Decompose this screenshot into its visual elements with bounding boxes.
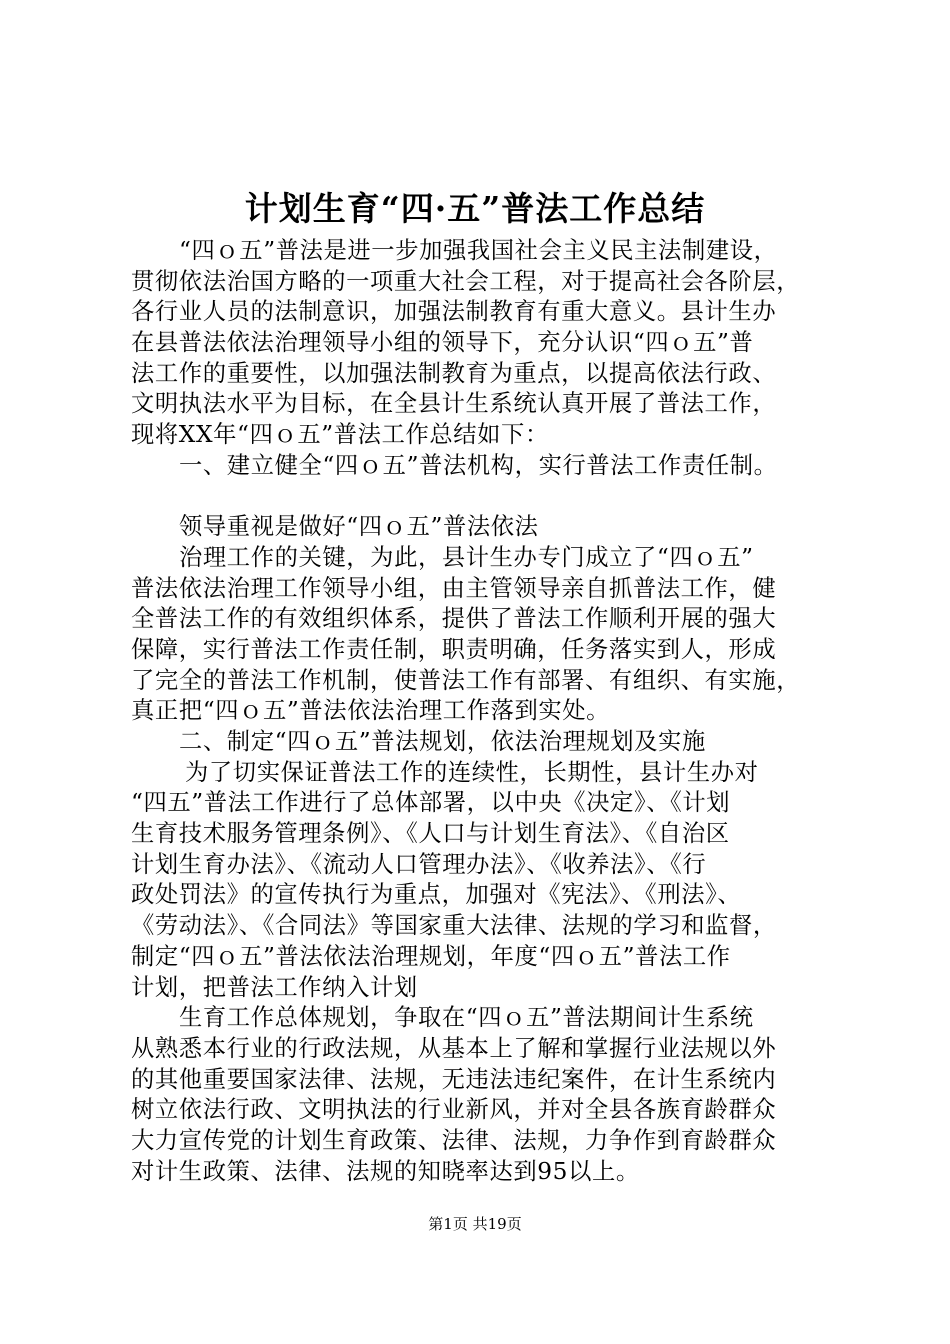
page-footer: 第1页 共19页 bbox=[428, 1215, 522, 1233]
text-line: 了完全的普法工作机制，使普法工作有部署、有组织、有实施， bbox=[131, 666, 801, 694]
text-line: 治理工作的关键，为此，县计生办专门成立了“四ｏ五” bbox=[179, 543, 754, 571]
text-line: 生育技术服务管理条例》、《人口与计划生育法》、《自治区 bbox=[131, 820, 730, 848]
text-line: 普法依法治理工作领导小组，由主管领导亲自抓普法工作，健 bbox=[131, 574, 777, 602]
text-line: 从熟悉本行业的行政法规，从基本上了解和掌握行业法规以外 bbox=[131, 1034, 777, 1062]
blank-line bbox=[131, 482, 851, 513]
text-line: 领导重视是做好“四ｏ五”普法依法 bbox=[179, 513, 539, 541]
text-line: 对计生政策、法律、法规的知晓率达到95以上。 bbox=[131, 1157, 640, 1185]
text-line: 现将XX年“四ｏ五”普法工作总结如下： bbox=[131, 421, 549, 449]
document-title: 计划生育“四·五”普法工作总结 bbox=[244, 189, 706, 228]
text-line: 政处罚法》的宣传执行为重点，加强对《宪法》、《刑法》、 bbox=[131, 881, 742, 909]
text-line: 法工作的重要性，以加强法制教育为重点，以提高依法行政、 bbox=[131, 359, 777, 387]
text-line: 为了切实保证普法工作的连续性，长期性，县计生办对 bbox=[185, 758, 759, 786]
text-line: “四五”普法工作进行了总体部署，以中央《决定》、《计划 bbox=[131, 789, 731, 817]
text-line: 《劳动法》、《合同法》等国家重大法律、法规的学习和监督， bbox=[131, 912, 777, 940]
text-line: 在县普法依法治理领导小组的领导下，充分认识“四ｏ五”普 bbox=[131, 329, 754, 357]
text-line: “四ｏ五”普法是进一步加强我国社会主义民主法制建设， bbox=[179, 237, 778, 264]
text-line: 制定“四ｏ五”普法依法治理规划，年度“四ｏ五”普法工作 bbox=[131, 942, 731, 970]
text-line: 贯彻依法治国方略的一项重大社会工程，对于提高社会各阶层， bbox=[131, 267, 801, 295]
text-line: 的其他重要国家法律、法规，无违法违纪案件，在计生系统内 bbox=[131, 1065, 777, 1093]
text-line: 各行业人员的法制意识，加强法制教育有重大意义。县计生办 bbox=[131, 298, 777, 326]
text-line: 全普法工作的有效组织体系，提供了普法工作顺利开展的强大 bbox=[131, 605, 777, 633]
text-line: 文明执法水平为目标，在全县计生系统认真开展了普法工作， bbox=[131, 390, 777, 418]
text-line: 计划生育办法》、《流动人口管理办法》、《收养法》、《行 bbox=[131, 850, 707, 878]
text-line: 计划，把普法工作纳入计划 bbox=[131, 973, 418, 1001]
section-heading-2: 二、制定“四ｏ五”普法规划，依法治理规划及实施 bbox=[179, 728, 706, 755]
section-heading-1: 一、建立健全“四ｏ五”普法机构，实行普法工作责任制。 bbox=[179, 451, 778, 479]
document-body bbox=[131, 236, 851, 1187]
text-line: 树立依法行政、文明执法的行业新风，并对全县各族育龄群众 bbox=[131, 1096, 777, 1124]
text-line: 真正把“四ｏ五”普法依法治理工作落到实处。 bbox=[131, 697, 611, 725]
text-line: 大力宣传党的计划生育政策、法律、法规，力争作到育龄群众 bbox=[131, 1126, 777, 1154]
text-line: 生育工作总体规划，争取在“四ｏ五”普法期间计生系统 bbox=[179, 1004, 754, 1032]
text-line: 保障，实行普法工作责任制，职责明确，任务落实到人，形成 bbox=[131, 635, 777, 663]
